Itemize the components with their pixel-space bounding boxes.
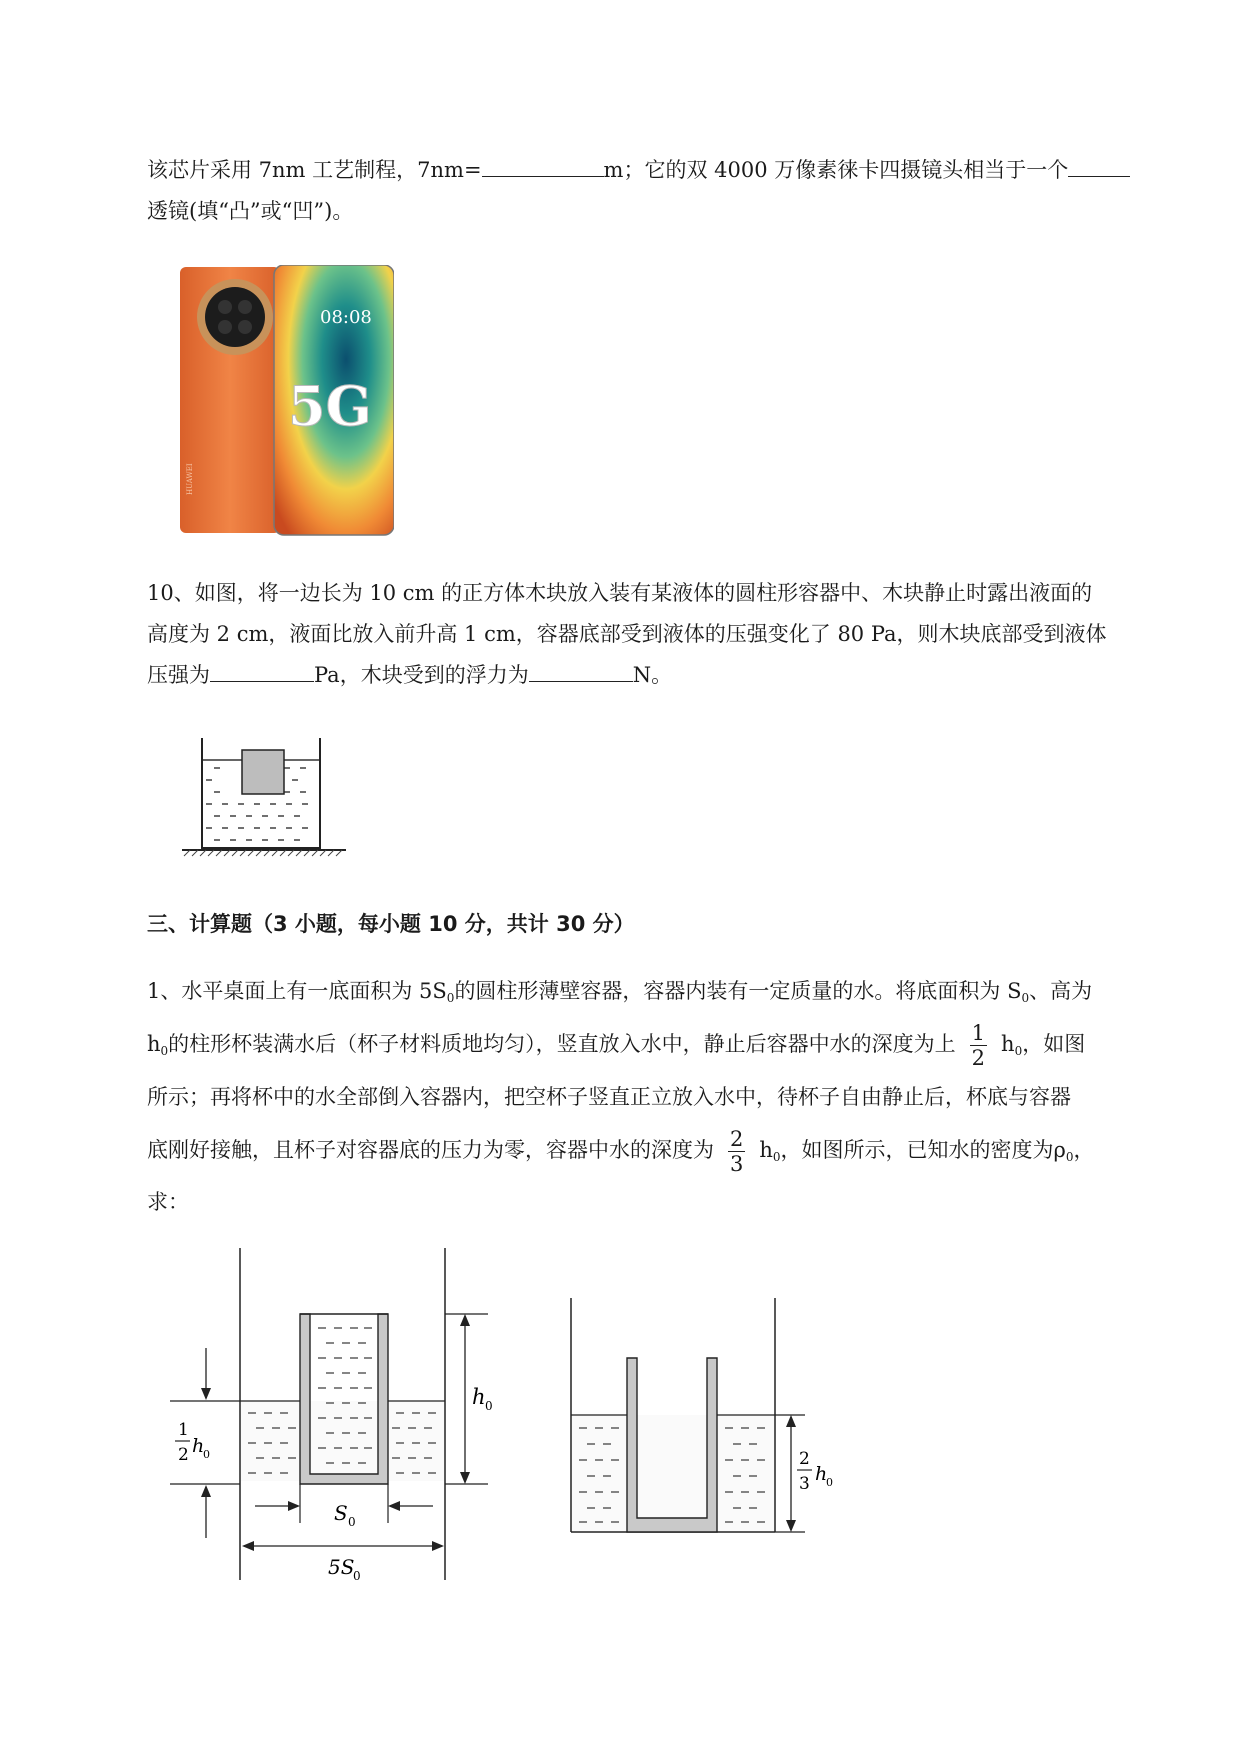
svg-text:0: 0 (485, 1399, 493, 1413)
q10-text: 10、如图，将一边长为 10 cm 的正方体木块放入装有某液体的圆柱形容器中、木块静止时露出液面的 高度为 2 cm，液面比放入前升高 1 cm，容器底部受到液体的压强变化了 80 Pa，则木块底部受到液体 压强为 Pa，木块受到的浮力为 N。 (147, 581, 1107, 687)
answer-blank-3[interactable] (210, 659, 314, 682)
label-two-thirds-num: 2 (799, 1449, 810, 1469)
figure-cup-floating (170, 1248, 510, 1588)
brand-text: HUAWEI (186, 463, 194, 495)
wooden-block (242, 750, 284, 794)
section-title: 三、计算题（3 小题，每小题 10 分，共计 30 分） (147, 912, 635, 936)
svg-text:0: 0 (353, 1569, 361, 1583)
q9-text: 该芯片采用 7nm 工艺制程，7nm= m；它的双 4000 万像素徕卡四摄镜头相当于一个 透镜(填“凸”或“凹”)。 (147, 150, 1157, 232)
label-5s0: 5S (328, 1555, 355, 1579)
5g-badge: 5G (288, 374, 372, 438)
svg-text:0: 0 (826, 1476, 833, 1489)
label-h0: h (472, 1385, 486, 1409)
block-container-figure (180, 738, 350, 858)
label-half-den: 2 (178, 1445, 189, 1465)
answer-blank-4[interactable] (529, 659, 633, 682)
label-two-thirds-den: 3 (799, 1474, 810, 1494)
fraction-two-thirds: $\frac{2}{3}$ (730, 1127, 744, 1176)
screen-time: 08:08 (320, 307, 372, 328)
label-half-h: h (192, 1435, 205, 1457)
svg-text:0: 0 (348, 1515, 356, 1529)
label-two-thirds-h: h (815, 1463, 828, 1485)
figure-cup-empty (565, 1298, 865, 1538)
calc1-text: 1、水平桌面上有一底面积为 $5S_0$的圆柱形薄壁容器，容器内装有一定质量的水。将底面积为 $S_0$、高为 $h_0$的柱形杯装满水后（杯子材料质地均匀），竖直放入水中，静止后容器中水的深度为上 $\frac{1}{2}$ $h_0$，如图 所示；再将杯中的水全部倒入容器内，把空杯子竖直正立放入水中，待杯子自由静止后，杯底与容器 底刚好接触，且杯子对容器底的压力为零，容器中水的深度为 $\frac{2}{3}$ $h_0$，如图所示，已知水的密度为$\rho_0$， 求： (147, 979, 1095, 1214)
label-s0: S (334, 1501, 348, 1525)
phone-image (180, 265, 394, 537)
answer-blank-1[interactable] (482, 154, 604, 177)
svg-text:0: 0 (203, 1448, 210, 1461)
answer-blank-2[interactable] (1068, 154, 1130, 177)
fraction-one-half: $\frac{1}{2}$ (971, 1021, 986, 1070)
container-water (572, 1415, 774, 1531)
label-half-num: 1 (178, 1420, 189, 1440)
